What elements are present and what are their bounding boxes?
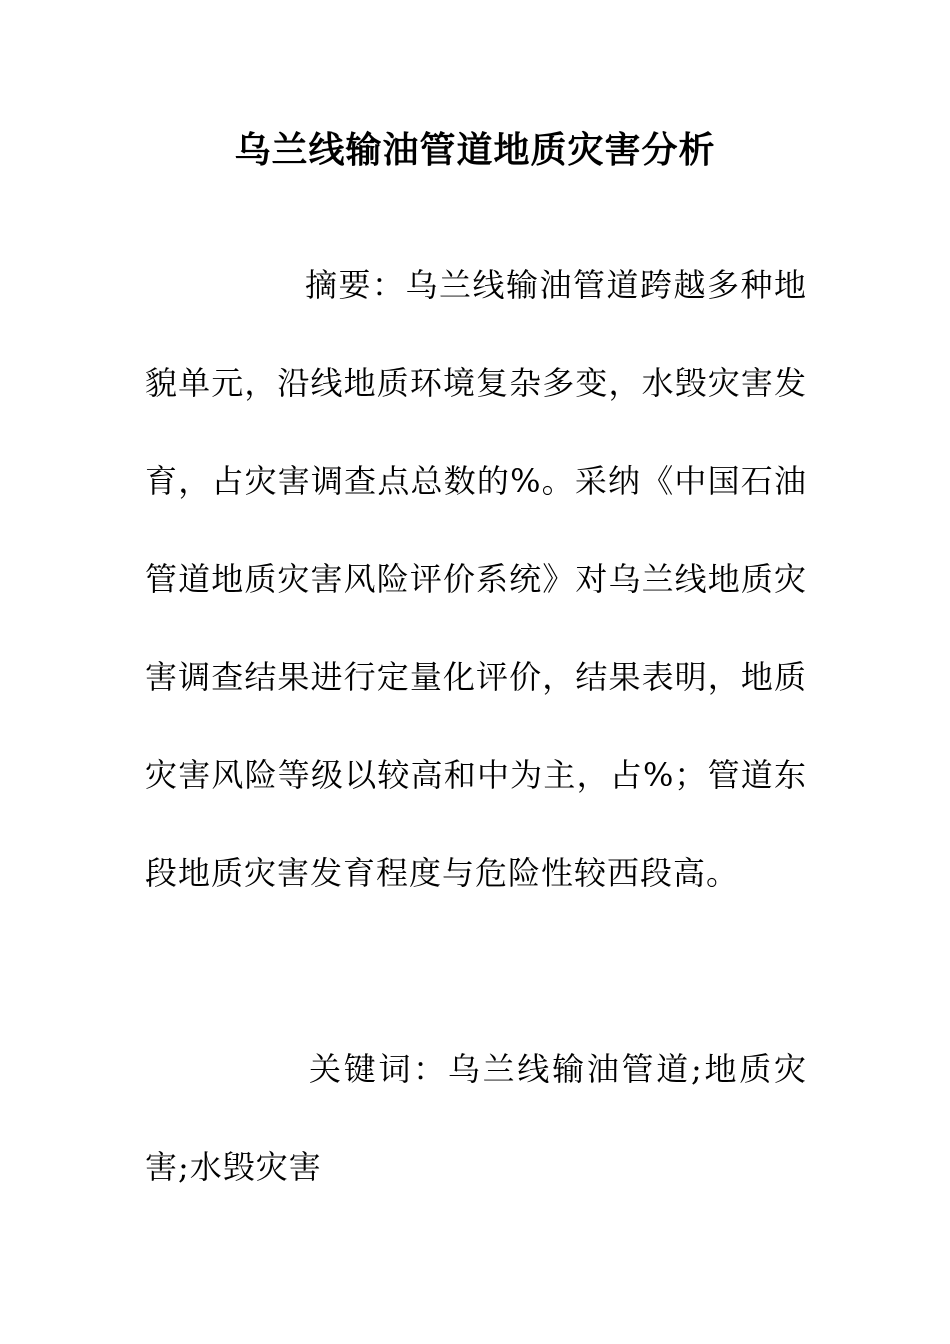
keywords-paragraph: 关键词：乌兰线输油管道;地质灾害;水毁灾害 (145, 1050, 807, 1186)
document-title: 乌兰线输油管道地质灾害分析 (234, 129, 716, 171)
abstract-paragraph: 摘要：乌兰线输油管道跨越多种地貌单元，沿线地质环境复杂多变，水毁灾害发育，占灾害调查点总数的%。采纳《中国石油管道地质灾害风险评价系统》对乌兰线地质灾害调查结果进行定量化评价，结果表明，地质灾害风险等级以较高和中为主，占%；管道东段地质灾害发育程度与危险性较西段高。 (145, 266, 807, 892)
